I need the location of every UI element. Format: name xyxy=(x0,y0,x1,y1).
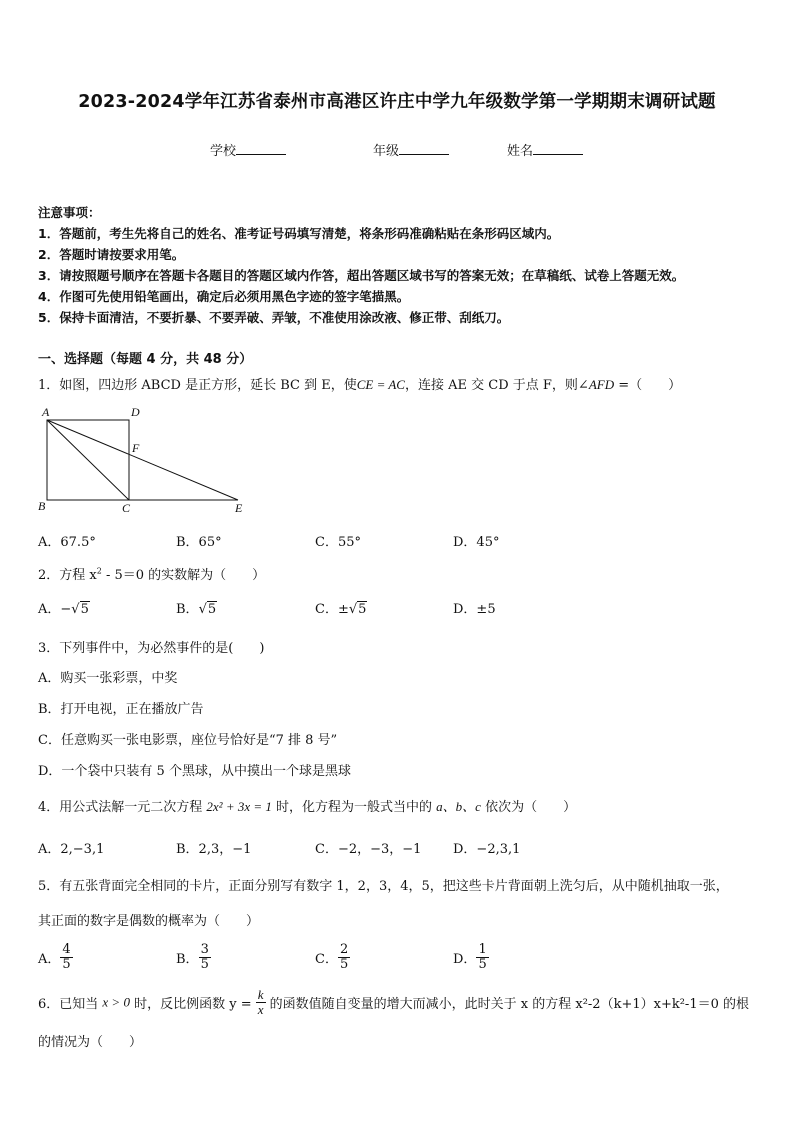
section-heading: 一、选择题（每题 4 分，共 48 分） xyxy=(38,352,253,367)
q1-option-a[interactable]: A．67.5° xyxy=(38,535,96,550)
name-field[interactable] xyxy=(507,140,583,159)
q2-option-c[interactable]: C．±√5 xyxy=(315,602,367,617)
label-b: B xyxy=(38,499,46,513)
q4-option-a[interactable]: A．2,−3,1 xyxy=(38,842,105,857)
q3-option-a[interactable]: A．购买一张彩票，中奖 xyxy=(38,671,178,686)
q1-option-d[interactable]: D．45° xyxy=(453,535,500,550)
grade-label: 年级 xyxy=(373,144,400,159)
segment-ae xyxy=(47,420,238,500)
q2-option-a[interactable]: A．−√5 xyxy=(38,602,89,617)
question-3-stem: 3．下列事件中，为必然事件的是( ) xyxy=(38,641,265,656)
name-label: 姓名 xyxy=(507,144,534,159)
q3-option-d[interactable]: D．一个袋中只装有 5 个黑球，从中摸出一个球是黑球 xyxy=(38,764,351,779)
question-1-stem: 1．如图，四边形 ABCD 是正方形，延长 BC 到 E，使CE = AC，连接 AE 交 CD 于点 F，则∠AFD =（ ） xyxy=(38,377,682,393)
q5-option-b[interactable]: B． $\frac{3}{5}$ xyxy=(176,942,209,972)
label-d: D xyxy=(131,405,140,419)
notice-item: 1．答题前，考生先将自己的姓名、准考证号码填写清楚，将条形码准确粘贴在条形码区域内。 xyxy=(38,226,560,241)
question-2-stem: 2．方程 $x^2 - 5=0$ 的实数解为（ ） xyxy=(38,566,266,583)
q5-option-c[interactable]: C． $\frac{2}{5}$ xyxy=(315,942,349,972)
notice-item: 4．作图可先使用铅笔画出，确定后必须用黑色字迹的签字笔描黑。 xyxy=(38,289,410,304)
question-5-stem-line2: 其正面的数字是偶数的概率为（ ） xyxy=(38,914,260,929)
diagonal-ac xyxy=(47,420,129,500)
school-field[interactable] xyxy=(210,140,286,159)
label-c: C xyxy=(122,501,131,514)
question-4-stem: 4．用公式法解一元二次方程 2x² + 3x = 1 时，化方程为一般式当中的 a、b、c 依次为（ ） xyxy=(38,799,577,815)
question-6-stem-line1: 6．已知当 x > 0 时，反比例函数 y = $\frac{k}{x}$ 的函数值随自变量的增大而减小，此时关于 x 的方程 x²-2（k+1）x+k²-1＝0 的根 xyxy=(38,987,750,1017)
question-6-stem-line2: 的情况为（ ） xyxy=(38,1035,143,1050)
label-f: F xyxy=(132,441,140,455)
notice-heading: 注意事项： xyxy=(38,205,101,220)
q3-option-b[interactable]: B．打开电视，正在播放广告 xyxy=(38,702,204,717)
q2-option-d[interactable]: D．±5 xyxy=(453,602,496,617)
notice-item: 3．请按照题号顺序在答题卡各题目的答题区域内作答，超出答题区域书写的答案无效；在草稿纸、试卷上答题无效。 xyxy=(38,268,685,283)
question-1-figure xyxy=(34,402,254,514)
q5-option-a[interactable]: A． $\frac{4}{5}$ xyxy=(38,942,71,972)
q4-option-c[interactable]: C．−2，−3，−1 xyxy=(315,842,422,857)
page-title: 2023-2024学年江苏省泰州市高港区许庄中学九年级数学第一学期期末调研试题 xyxy=(78,92,716,112)
q2-option-b[interactable]: B．√5 xyxy=(176,602,217,617)
notice-item: 2．答题时请按要求用笔。 xyxy=(38,247,185,262)
grade-field[interactable] xyxy=(373,140,449,159)
q1-option-c[interactable]: C．55° xyxy=(315,535,361,550)
notice-item: 5．保持卡面清洁，不要折暴、不要弄破、弄皱，不准使用涂改液、修正带、刮纸刀。 xyxy=(38,310,510,325)
q4-option-d[interactable]: D．−2,3,1 xyxy=(453,842,521,857)
label-e: E xyxy=(235,501,243,514)
q1-option-b[interactable]: B．65° xyxy=(176,535,222,550)
q4-option-b[interactable]: B．2,3，−1 xyxy=(176,842,252,857)
question-5-stem-line1: 5．有五张背面完全相同的卡片，正面分别写有数字 1，2，3，4，5，把这些卡片背面朝上洗匀后，从中随机抽取一张， xyxy=(38,879,729,894)
school-label: 学校 xyxy=(210,144,237,159)
label-a: A xyxy=(42,405,50,419)
q3-option-c[interactable]: C．任意购买一张电影票，座位号恰好是“7 排 8 号” xyxy=(38,733,338,748)
q5-option-d[interactable]: D． $\frac{1}{5}$ xyxy=(453,942,487,972)
